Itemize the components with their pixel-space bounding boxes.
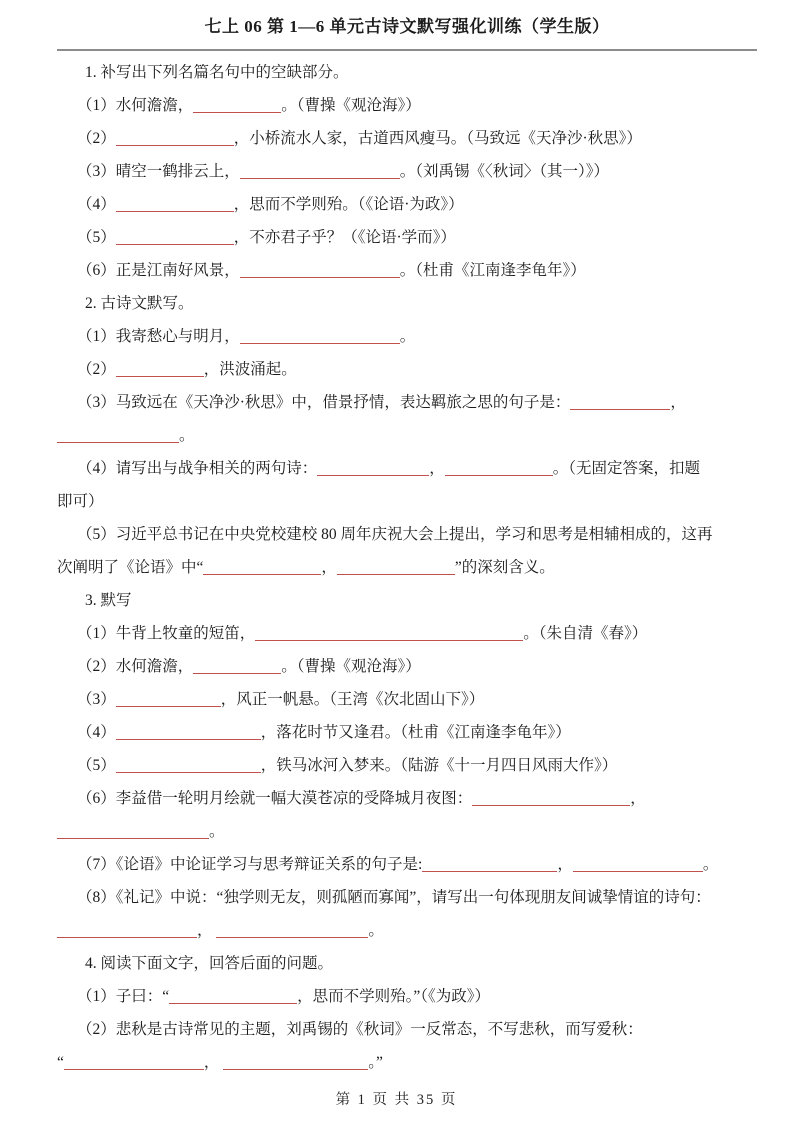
blank-underline <box>570 395 670 410</box>
document-line <box>57 782 757 815</box>
line-text: 。” <box>368 1054 383 1071</box>
line-text: 。 <box>368 922 384 939</box>
title-divider <box>57 49 757 51</box>
line-text: 。（刘禹锡《〈秋词〉（其一）》） <box>399 163 610 180</box>
blank-underline <box>116 692 221 707</box>
blank-underline <box>116 758 261 773</box>
line-text: ，不亦君子乎？（《论语·学而》） <box>233 229 456 246</box>
blank-underline <box>57 923 197 938</box>
blank-underline <box>116 197 234 212</box>
line-text: ， <box>670 394 686 411</box>
document-line <box>57 881 757 914</box>
line-text: （6）李益借一轮明月绘就一幅大漠苍凉的受降城月夜图： <box>77 790 473 807</box>
line-text: （2）水何澹澹， <box>77 658 194 675</box>
line-text: （1）水何澹澹， <box>77 97 194 114</box>
document-line <box>57 749 757 782</box>
line-text: “ <box>57 1054 64 1071</box>
blank-underline <box>445 461 553 476</box>
line-text: 。（曹操《观沧海》） <box>281 658 421 675</box>
blank-underline <box>57 428 179 443</box>
line-text: ， <box>429 460 445 477</box>
line-text: ，风正一帆悬。（王湾《次北固山下》） <box>220 691 485 708</box>
line-text: （1）我寄愁心与明月， <box>77 328 240 345</box>
blank-underline <box>116 131 234 146</box>
line-text: 次阐明了《论语》中“ <box>57 559 204 576</box>
line-text: ，思而不学则殆。”（《为政》） <box>297 988 491 1005</box>
blank-underline <box>193 98 281 113</box>
document-body <box>57 56 757 1079</box>
line-text: ， <box>630 790 646 807</box>
document-line <box>57 518 757 551</box>
line-text: ， <box>557 856 573 873</box>
line-text: 。 <box>179 427 195 444</box>
line-text: （5） <box>77 757 116 774</box>
line-text: （4） <box>77 724 116 741</box>
document-line <box>57 287 757 320</box>
document-line <box>57 419 757 452</box>
document-line <box>57 221 757 254</box>
line-text: ，思而不学则殆。（《论语·为政》） <box>233 196 464 213</box>
line-text: （2）悲秋是古诗常见的主题，刘禹锡的《秋词》一反常态，不写悲秋，而写爱秋： <box>77 1021 643 1038</box>
line-text: ，铁马冰河入梦来。（陆游《十一月四日风雨大作》） <box>260 757 618 774</box>
document-line <box>57 617 757 650</box>
document-line <box>57 485 757 518</box>
document-line <box>57 914 757 947</box>
line-text: ，洪波涌起。 <box>203 361 297 378</box>
line-text: （1）子曰：“ <box>77 988 170 1005</box>
blank-underline <box>240 329 400 344</box>
document-line <box>57 584 757 617</box>
document-line <box>57 815 757 848</box>
line-text: （1）牛背上牧童的短笛， <box>77 625 256 642</box>
blank-underline <box>422 857 557 872</box>
page-title: 七上 06 第 1—6 单元古诗文默写强化训练（学生版） <box>204 17 610 36</box>
line-text: ， <box>321 559 337 576</box>
blank-underline <box>317 461 429 476</box>
blank-underline <box>193 659 281 674</box>
blank-underline <box>64 1055 204 1070</box>
line-text: ， <box>197 922 217 939</box>
blank-underline <box>169 989 297 1004</box>
document-line <box>57 716 757 749</box>
line-text: 4. 阅读下面文字，回答后面的问题。 <box>85 955 334 972</box>
line-text: ， <box>203 1054 224 1071</box>
document-line <box>57 1046 757 1079</box>
line-text: （4）请写出与战争相关的两句诗： <box>77 460 318 477</box>
blank-underline <box>573 857 703 872</box>
document-line <box>57 56 757 89</box>
blank-underline <box>240 164 400 179</box>
line-text: 。（无固定答案，扣题 <box>552 460 701 477</box>
line-text: ，落花时节又逢君。（杜甫《江南逢李龟年》） <box>260 724 571 741</box>
line-text: （8）《礼记》中说：“独学则无友，则孤陋而寡闻”，请写出一句体现朋友间诚挚情谊的诗句： <box>77 889 711 906</box>
document-line <box>57 980 757 1013</box>
document-line <box>57 452 757 485</box>
document-line <box>57 947 757 980</box>
blank-underline <box>116 725 261 740</box>
line-text: （5）习近平总书记在中央党校建校 80 周年庆祝大会上提出，学习和思考是相辅相成的，这再 <box>77 526 713 543</box>
blank-underline <box>472 791 630 806</box>
document-line <box>57 188 757 221</box>
document-line <box>57 353 757 386</box>
blank-underline <box>57 824 209 839</box>
line-text: 。 <box>399 328 416 345</box>
page-footer: 第 1 页 共 35 页 <box>335 1092 458 1108</box>
line-text: 。 <box>702 856 719 873</box>
line-text: 3. 默写 <box>85 592 132 609</box>
blank-underline <box>116 230 234 245</box>
blank-underline <box>337 560 455 575</box>
document-line <box>57 320 757 353</box>
line-text: （3）晴空一鹤排云上， <box>77 163 240 180</box>
document-line <box>57 386 757 419</box>
document-line <box>57 254 757 287</box>
blank-underline <box>203 560 321 575</box>
line-text: （6）正是江南好风景， <box>77 262 240 279</box>
document-line <box>57 122 757 155</box>
line-text: 。（杜甫《江南逢李龟年》） <box>399 262 586 279</box>
line-text: 即可） <box>57 493 104 510</box>
line-text: （3） <box>77 691 116 708</box>
line-text: 1. 补写出下列名篇名句中的空缺部分。 <box>85 64 349 81</box>
document-line <box>57 650 757 683</box>
line-text: （5） <box>77 229 116 246</box>
blank-underline <box>240 263 400 278</box>
line-text: （7）《论语》中论证学习与思考辩证关系的句子是: <box>77 856 423 873</box>
line-text: 。（朱自清《春》） <box>523 625 648 642</box>
document-line <box>57 551 757 584</box>
line-text: ”的深刻含义。 <box>454 559 555 576</box>
line-text: ，小桥流水人家，古道西风瘦马。（马致远《天净沙·秋思》） <box>233 130 642 147</box>
line-text: （2） <box>77 361 116 378</box>
document-line <box>57 1013 757 1046</box>
line-text: （3）马致远在《天净沙·秋思》中，借景抒情，表达羁旅之思的句子是： <box>77 394 571 411</box>
document-line <box>57 155 757 188</box>
document-line <box>57 848 757 881</box>
line-text: （4） <box>77 196 116 213</box>
document-line <box>57 683 757 716</box>
line-text: 2. 古诗文默写。 <box>85 295 194 312</box>
blank-underline <box>223 1055 368 1070</box>
blank-underline <box>255 626 523 641</box>
blank-underline <box>116 362 204 377</box>
line-text: 。（曹操《观沧海》） <box>281 97 421 114</box>
blank-underline <box>216 923 368 938</box>
line-text: （2） <box>77 130 116 147</box>
line-text: 。 <box>209 823 225 840</box>
document-line <box>57 89 757 122</box>
